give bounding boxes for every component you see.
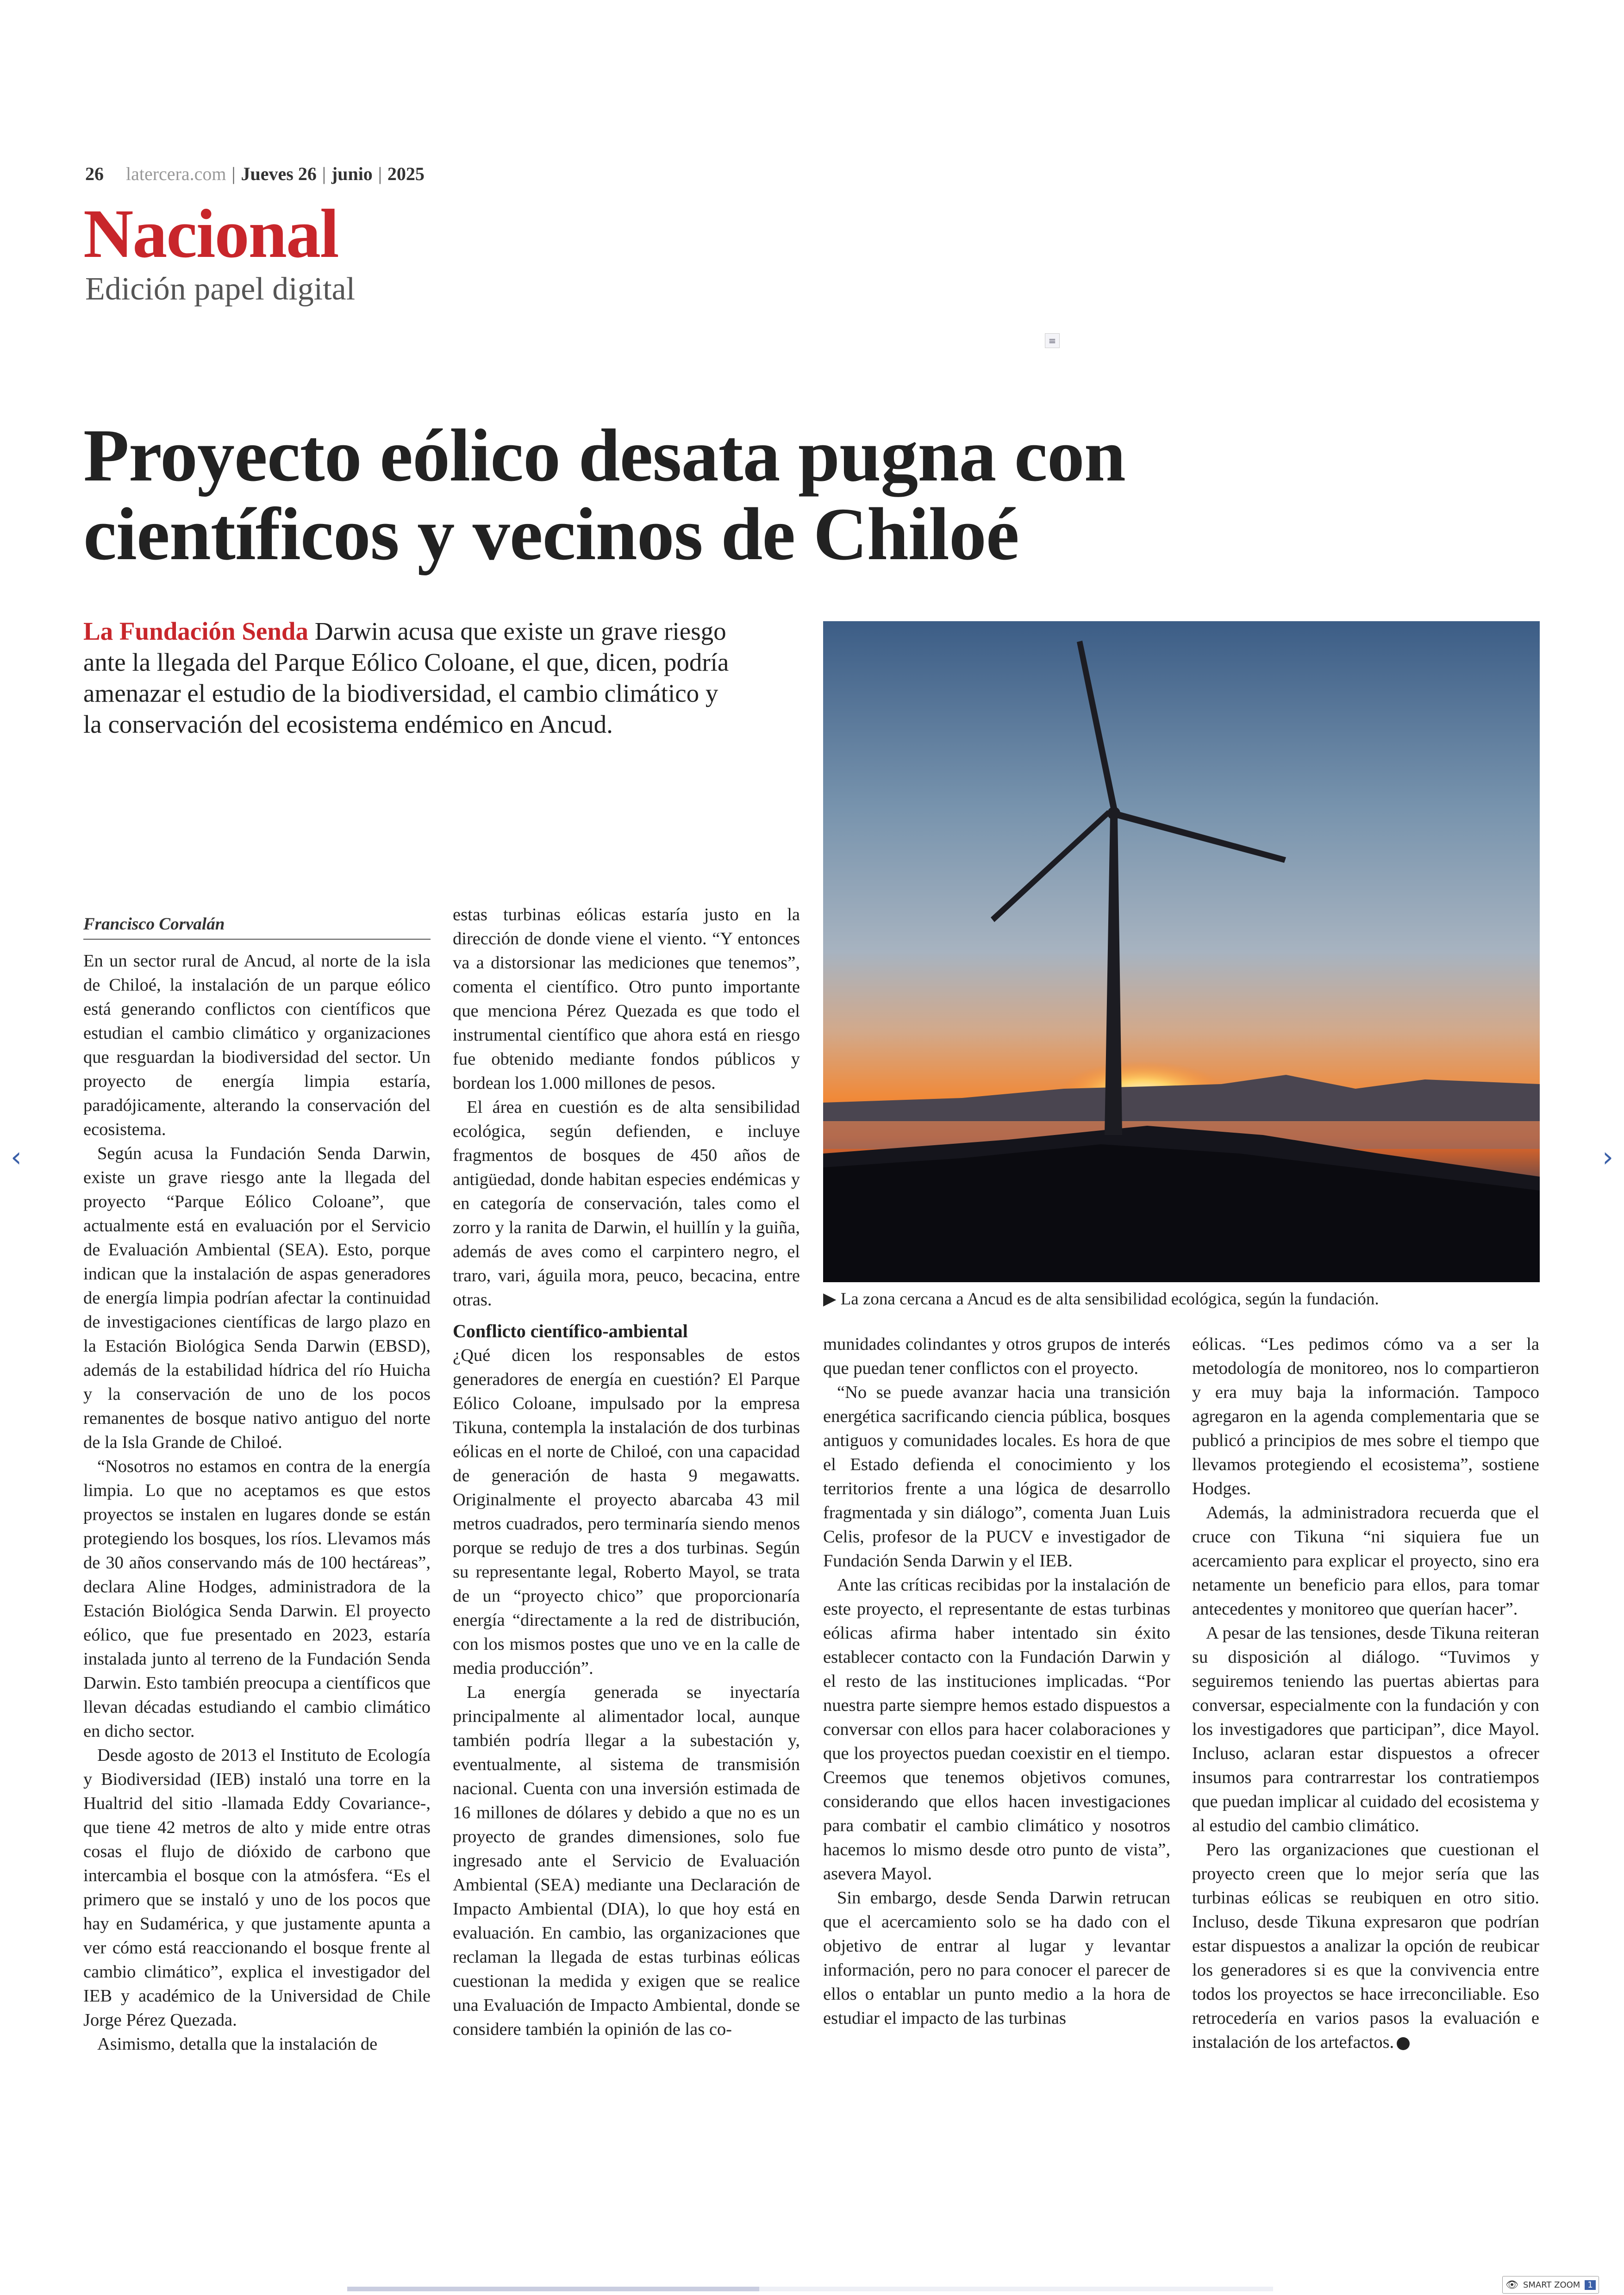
separator: | [322,163,326,184]
article-column-4 [1192,1332,1539,2054]
zoom-page-badge: 1 [1585,2280,1595,2290]
paragraph: “No se puede avanzar hacia una transición energética sacrificando ciencia pública, bosques antiguos y comunidades locales. Es hora de que el Estado defienda el conocimiento y los territorios frente a una lógica de desarrollo fragmentada y sin diálogo”, comenta Juan Luis Celis, profesor de la PUCV e investigador de Fundación Senda Darwin y el IEB. [823,1383,1170,1571]
prev-page-button[interactable]: ‹ [11,1141,22,1173]
separator: | [378,163,382,184]
separator: | [231,163,236,184]
issue-year: 2025 [387,163,425,184]
lead-highlight: La Fundación Senda [83,617,309,645]
article-author: Francisco Corvalán [83,914,431,940]
paragraph: eólicas. “Les pedimos cómo va a ser la metodología de monitoreo, nos lo compartieron y era muy baja la información. Tampoco agregaron en la agenda complementaria que se publicó a principios de mes sobre el tiempo que llevamos protegiendo el ecosistema”, sostiene Hodges. [1192,1335,1539,1498]
article-column-1 [83,949,431,2056]
lead-text: Darwin acusa que existe un grave riesgo ante la llegada del Parque Eólico Coloane, el que, dicen, podría amenazar el estudio de la biodiversidad, el cambio climático y la conservación del ecosistema endémico en Ancud. [83,617,729,739]
eye-icon: 👁 [1505,2279,1518,2291]
issue-month: junio [331,163,373,184]
section-title: Nacional [83,195,338,272]
wind-turbine-sunset-image [823,621,1540,1282]
paragraph: El área en cuestión es de alta sensibilidad ecológica, según defienden, e incluye fragmentos de bosques de 450 años de antigüedad, donde habitan especies endémicas y en categoría de conservación, tales como el zorro y la ranita de Darwin, el huillín y la guiña, además de aves como el carpintero negro, el traro, vari, águila mora, peuco, becacina, entre otras. [453,1098,800,1310]
page-header [85,163,425,185]
paragraph-text: Pero las organizaciones que cuestionan el proyecto creen que lo mejor sería que las turbinas eólicas se reubiquen en otro sitio. Incluso, desde Tikuna expresaron que podrían estar dispuestos a analizar la opción de reubicar los generadores si es que la convivencia entre todos los proyectos se hace irreconciliable. Eso retrocedería en varios pasos la evaluación e instalación de los artefactos. [1192,1840,1539,2052]
issue-day: Jueves 26 [241,163,317,184]
photo-caption: ▶ La zona cercana a Ancud es de alta sensibilidad ecológica, según la fundación. [823,1290,1379,1309]
paragraph: estas turbinas eólicas estaría justo en la dirección de donde viene el viento. “Y entonces va a distorsionar las mediciones que tenemos”, comenta el científico. Otro punto importante que menciona Pérez Quezada es que todo el instrumental científico que ahora está en riesgo fue obtenido mediante fondos públicos y bordean los 1.000 millones de pesos. [453,905,800,1093]
page-menu-icon[interactable]: ≡ [1045,333,1060,348]
article-headline [83,414,1333,576]
paragraph: “Nosotros no estamos en contra de la energía limpia. Lo que no aceptamos es que estos proyectos se instalen en lugares donde se están protegiendo los bosques, los ríos. Llevamos más de 30 años conservando más de 100 hectáreas”, declara Aline Hodges, administradora de la Estación Biológica Senda Darwin. El proyecto eólico, que fue presentado en 2023, estaría instalada junto al terreno de la Fundación Senda Darwin. Esto también preocupa a científicos que llevan décadas estudiando el cambio climático en dicho sector. [83,1457,431,1741]
paragraph: ¿Qué dicen los responsables de estos generadores de energía en cuestión? El Parque Eólico Coloane, impulsado por la empresa Tikuna, contempla la instalación de dos turbinas eólicas en el norte de Chiloé, con una capacidad de generación de hasta 9 megawatts. Originalmente el proyecto abarcaba 43 mil metros cuadrados, pero terminaría siendo menos porque se redujo de tres a dos turbinas. Según su representante legal, Roberto Mayol, se trata de un “proyecto chico” que proporcionaría energía “directamente a la red de distribución, con los mismos postes que uno ve en la calle de media producción”. [453,1346,800,1678]
smart-zoom-label: SMART ZOOM [1523,2280,1580,2290]
article-subheading: Conflicto científico-ambiental [453,1321,688,1341]
paragraph: Desde agosto de 2013 el Instituto de Ecología y Biodiversidad (IEB) instaló una torre en la Hualtrid del sitio -llamada Eddy Covariance-, que tiene 42 metros de alto y mide entre otras cosas el flujo de dióxido de carbono que intercambia el bosque con la atmósfera. “Es el primero que se instaló y uno de los pocos que hay en Sudamérica, y que justamente apunta a ver cómo está reaccionando el bosque frente al cambio climático”, explica el investigador del IEB y académico de la Universidad de Chile Jorge Pérez Quezada. [83,1746,431,2030]
paragraph: Sin embargo, desde Senda Darwin retrucan que el acercamiento solo se ha dado con el objetivo de entrar al lugar y levantar información, pero no para conocer el parecer de ellos o entablar un punto medio a la hora de estudiar el impacto de las turbinas [823,1888,1170,2028]
article-column-2 [453,903,800,2041]
article-lead [83,616,731,740]
edition-subtitle: Edición papel digital [85,271,356,307]
site-name[interactable]: latercera.com [126,163,226,184]
article-column-3 [823,1332,1170,2030]
paragraph: En un sector rural de Ancud, al norte de la isla de Chiloé, la instalación de un parque eólico está generando conflictos con científicos que estudian el cambio climático y organizaciones que resguardan la biodiversidad del sector. Un proyecto de energía limpia estaría, paradójicamente, alterando la conservación del ecosistema. [83,951,431,1139]
page-scrollbar[interactable] [347,2287,1273,2291]
article-photo [823,621,1540,1282]
page-number: 26 [85,163,104,184]
paragraph: Asimismo, detalla que la instalación de [97,2034,378,2054]
paragraph: Ante las críticas recibidas por la instalación de este proyecto, el representante de estas turbinas eólicas afirma haber intentado sin éxito establecer contacto con la Fundación Darwin y el resto de las instituciones implicadas. “Por nuestra parte siempre hemos estado dispuestos a conversar con ellos para hacer colaboraciones y que los proyectos puedan coexistir en el tiempo. Creemos que tenemos objetivos comunes, considerando que ellos hacen investigaciones para combatir el cambio climático y nosotros hacemos lo mismo desde otro punto de vista”, asevera Mayol. [823,1575,1170,1883]
scrollbar-thumb[interactable] [347,2287,759,2291]
paragraph: A pesar de las tensiones, desde Tikuna reiteran su disposición al diálogo. “Tuvimos y seguiremos teniendo las puertas abiertas para conversar, especialmente con la fundación y con los investigadores que participan”, dice Mayol. Incluso, aclaran estar dispuestos a ofrecer insumos para contrarrestar los contratiempos que puedan implicar al cuidado del ecosistema y al estudio del cambio climático. [1192,1623,1539,1835]
end-mark-icon [1397,2037,1410,2050]
paragraph [1192,1838,1539,2054]
paragraph: La energía generada se inyectaría principalmente al alimentador local, aunque también podría llegar a la subestación y, eventualmente, al sistema de transmisión nacional. Cuenta con una inversión estimada de 16 millones de dólares y debido a que no es un proyecto de grandes dimensiones, solo fue ingresado ante el Servicio de Evaluación Ambiental (SEA) mediante una Declaración de Impacto Ambiental (DIA), lo que hoy está en evaluación. En cambio, las organizaciones que reclaman la llegada de estas turbinas eólicas cuestionan la medida y exigen que se realice una Evaluación de Impacto Ambiental, donde se considere también la opinión de las co- [453,1683,800,2039]
smart-zoom-control[interactable] [1502,2276,1599,2294]
paragraph: munidades colindantes y otros grupos de interés que puedan tener conflictos con el proyecto. [823,1335,1170,1378]
next-page-button[interactable]: › [1602,1141,1613,1173]
headline-line-2: científicos y vecinos de Chiloé [83,493,1019,576]
paragraph: Según acusa la Fundación Senda Darwin, existe un grave riesgo ante la llegada del proyecto “Parque Eólico Coloane”, que actualmente está en evaluación por el Servicio de Evaluación Ambiental (SEA). Esto, porque indican que la instalación de aspas generadores de energía limpia podrían afectar la continuidad de investigaciones científicas de largo plazo en la Estación Biológica Senda Darwin (EBSD), además de la estabilidad hídrica del río Huicha y la conservación de uno de los pocos remanentes de bosque nativo antiguo del norte de la Isla Grande de Chiloé. [83,1144,431,1452]
headline-line-1: Proyecto eólico desata pugna con [83,414,1125,497]
paragraph: Además, la administradora recuerda que el cruce con Tikuna “ni siquiera fue un acercamiento para explicar el proyecto, sino era netamente un beneficio para ellos, para tomar antecedentes y monitoreo que querían hacer”. [1192,1503,1539,1619]
